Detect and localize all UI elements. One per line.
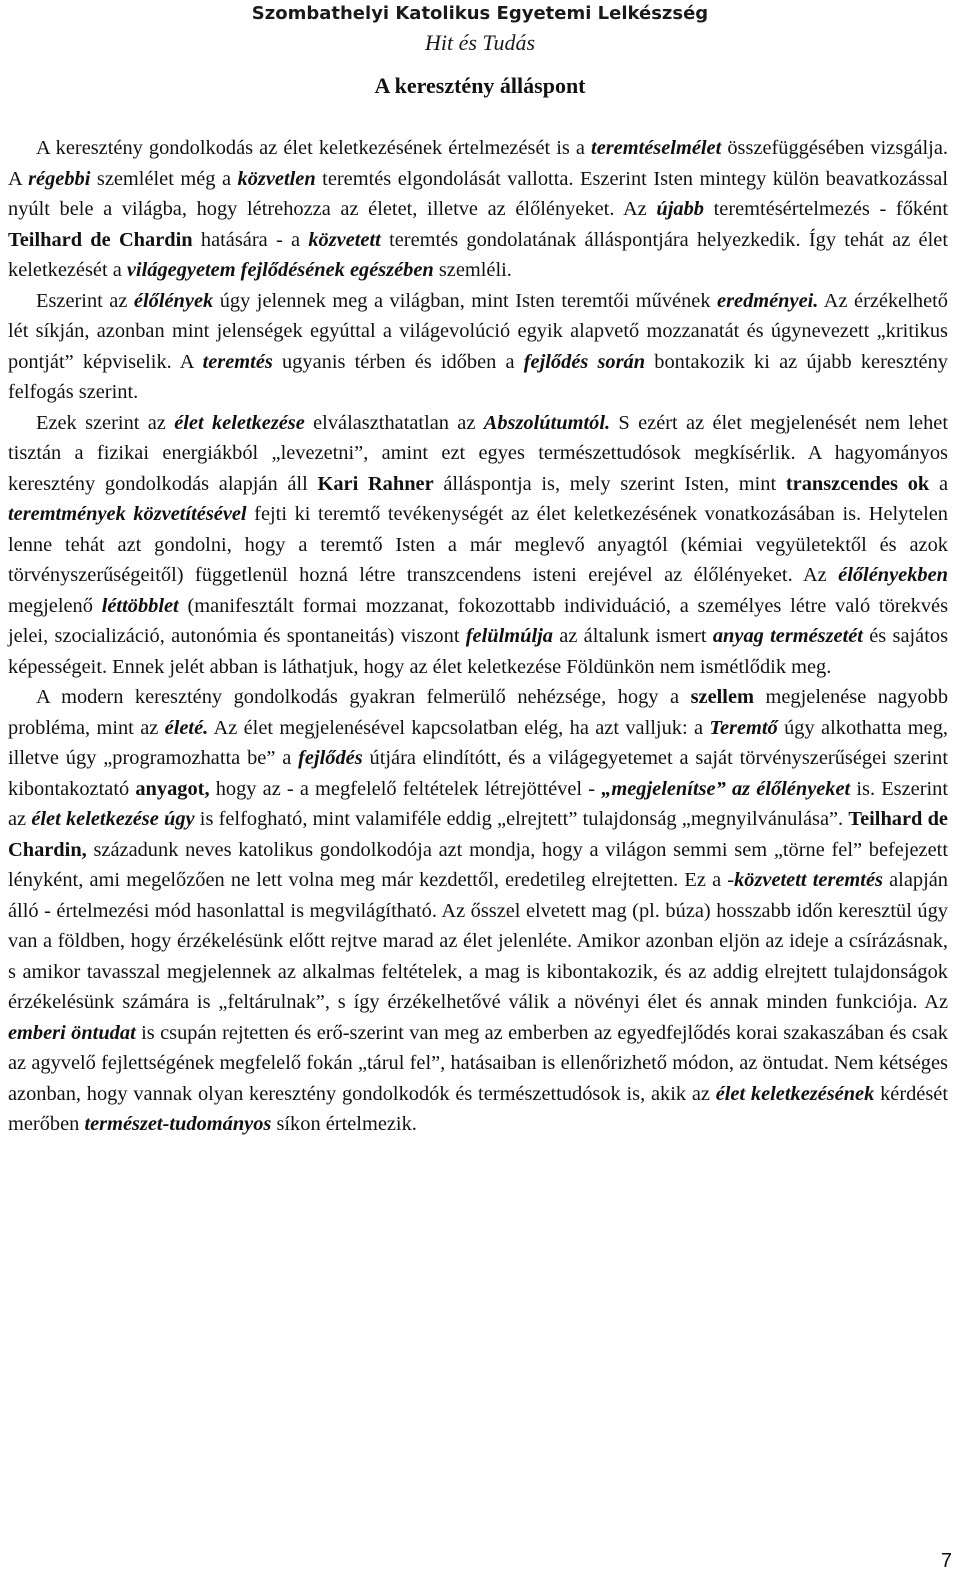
emphasis-text: anyag természetét — [712, 625, 863, 647]
emphasis-text: élőlényekben — [838, 564, 948, 586]
emphasis-text: Kari Rahner — [317, 472, 434, 495]
text-run: A keresztény gondolkodás az élet keletkezésének értelmezését is a — [36, 137, 592, 159]
text-run: századunk neves katolikus gondolkodója azt mondja, hogy a világon semmi sem „törne fel” befejezett lényként, ami megelőzően ne lett volna meg már kezdettől, eredetileg elrejtetten. Ez a - — [8, 838, 948, 891]
emphasis-text: fejlődés során — [523, 350, 646, 373]
emphasis-text: életé. — [164, 716, 209, 739]
text-run: (manifesztált formai mozzanat, fokozottabb individuáció, a személyes létre való törekvés jelei, szocializáció, autonómia és spontaneitás) viszont — [8, 594, 949, 647]
text-run: az általunk ismert — [553, 625, 713, 647]
paragraph — [8, 408, 948, 683]
text-run: bontakozik ki az újabb keresztény felfogás szerint. — [8, 350, 948, 403]
text-run: elválaszthatatlan az — [304, 411, 484, 434]
emphasis-text: élet keletkezése — [174, 411, 305, 434]
emphasis-text: közvetlen — [237, 167, 316, 190]
text-run: is felfogható, mint valamiféle eddig „elrejtett” tulajdonság „megnyilvánulása”. — [194, 808, 849, 830]
emphasis-text: Teilhard de Chardin, — [8, 808, 948, 861]
text-run: álláspontja is, mely szerint Isten, mint — [433, 472, 786, 495]
emphasis-text: régebbi — [28, 167, 91, 190]
text-run: is csupán rejtetten és erő-szerint van meg az emberben az egyedfejlődés korai szakaszában és csak az agyvelő fejlettségének megfelelő fokán „tárul fel”, hatásaiban is ellenőrizhető módon, az öntudat. Nem kétséges azonban, hogy vannak olyan keresztény gondolkodók és természettudósok is, akik az — [8, 1021, 949, 1105]
text-run: alapján álló - értelmezési mód hasonlattal is megvilágítható. Az ősszel elvetett mag (pl. búza) hosszabb időn keresztül úgy van a földben, hogy érzékelésünk előtt rejtve marad az élet jelenléte. Amikor azonban eljön az ideje a csírázásnak, s amikor tavasszal megjelennek az alkalmas feltételek, a mag is kibontakozik, és az addig elrejtett tulajdonságok érzékelésünk számára is „feltárulnak”, s így érzékelhetővé válik a növényi élet és annak minden funkciója. Az — [8, 869, 948, 1013]
emphasis-text: léttöbblet — [101, 594, 179, 617]
emphasis-text: Abszolútumtól. — [483, 411, 611, 434]
emphasis-text: teremtés — [202, 350, 273, 373]
emphasis-text: közvetett — [308, 228, 381, 251]
paragraph — [8, 682, 948, 1140]
emphasis-text: élőlények — [133, 289, 214, 312]
text-run: A modern keresztény gondolkodás gyakran felmerülő nehézsége, hogy a — [36, 686, 691, 708]
text-run: és sajátos képességeit. Ennek jelét abban is láthatjuk, hogy az élet keletkezése Földünkön nem ismétlődik meg. — [8, 625, 949, 678]
text-run: hatására - a — [192, 228, 309, 251]
text-run: megjelenése nagyobb probléma, mint az — [8, 686, 949, 739]
emphasis-text: „megjelenítse” az élőlényeket — [601, 777, 851, 800]
paragraph — [8, 286, 948, 408]
text-run: teremtés gondolatának álláspontjára helyezkedik. Így tehát az élet keletkezését a — [8, 228, 948, 281]
text-run: Ezek szerint az — [36, 411, 175, 434]
text-run: a — [929, 472, 948, 495]
emphasis-text: felülmúlja — [465, 625, 554, 647]
text-run: úgy alkothatta meg, illetve úgy „programozhatta be” a — [8, 716, 948, 769]
text-run: Az érzékelhető lét síkján, azonban mint jelenségek egyúttal a világevolúció egyik alapvető mozzanatát és úgynevezett „kritikus pontját” képviselik. A — [8, 289, 949, 373]
text-run: ugyanis térben és időben a — [272, 350, 524, 373]
header-organization: Szombathelyi Katolikus Egyetemi Lelkészség — [251, 3, 709, 24]
body-text — [8, 133, 948, 1140]
emphasis-text: közvetett teremtés — [734, 869, 883, 891]
text-run: is. Eszerint az — [8, 777, 949, 830]
text-run: útjára elindítótt, és a világegyetemet a saját törvényszerűségei szerint kibontakoztató — [8, 747, 948, 800]
emphasis-text: emberi öntudat — [8, 1021, 136, 1044]
text-run: úgy jelennek meg a világban, mint Isten teremtői művének — [213, 289, 718, 312]
text-run: teremtésértelmezés - főként — [703, 198, 948, 220]
emphasis-text: szellem — [690, 686, 754, 708]
text-run: Eszerint az — [36, 289, 134, 312]
text-run: szemléli. — [433, 259, 512, 281]
text-run: összefüggésében vizsgálja. A — [8, 137, 948, 190]
page-number: 7 — [940, 1550, 952, 1572]
emphasis-text: teremtéselmélet — [591, 137, 722, 159]
text-run: megjelenő — [8, 594, 102, 617]
emphasis-text: fejlődés — [298, 747, 363, 769]
header-subtitle: Hit és Tudás — [424, 30, 536, 55]
emphasis-text: világegyetem fejlődésének egészében — [126, 259, 434, 281]
emphasis-text: eredményei. — [717, 289, 819, 312]
emphasis-text: transzcendes ok — [785, 472, 930, 495]
emphasis-text: élet keletkezésének — [715, 1082, 875, 1105]
emphasis-text: anyagot, — [135, 777, 210, 800]
text-run: szemlélet még a — [90, 167, 238, 190]
text-run: S ezért az élet megjelenését nem lehet tisztán a fizikai energiákból „levezetni”, amint ezt egyes természettudósok megkísérlik. A hagyományos keresztény gondolkodás alapján áll — [8, 411, 949, 495]
text-run: Az élet megjelenésével kapcsolatban elég, ha azt valljuk: a — [208, 716, 710, 739]
text-run: teremtés elgondolását vallotta. Eszerint Isten mintegy külön beavatkozással nyúlt bele a világba, hogy létrehozza az életet, illetve az élőlényeket. Az — [8, 167, 948, 220]
text-run: kérdését merőben — [8, 1082, 949, 1135]
paragraph — [8, 133, 948, 286]
text-run: hogy az - a megfelelő feltételek létrejöttével - — [209, 777, 602, 800]
text-run: síkon értelmezik. — [271, 1113, 417, 1135]
emphasis-text: Teilhard de Chardin — [8, 228, 193, 251]
page-title: A keresztény álláspont — [374, 73, 586, 98]
emphasis-text: teremtmények közvetítésével — [8, 503, 247, 525]
text-run: fejti ki teremtő tevékenységét az élet keletkezésének vonatkozásában is. Helytelen lenne tehát azt gondolni, hogy a teremtő Isten a már meglevő anyagtól (kémiai vegyületektől és azok törvényszerűségeitől) függetlenül hozná létre transzcendens isteni erejével az élőlényeket. Az — [8, 503, 948, 586]
emphasis-text: élet keletkezése úgy — [31, 808, 195, 830]
emphasis-text: Teremtő — [709, 716, 778, 739]
emphasis-text: újabb — [656, 198, 704, 220]
emphasis-text: természet-tudományos — [84, 1113, 272, 1135]
